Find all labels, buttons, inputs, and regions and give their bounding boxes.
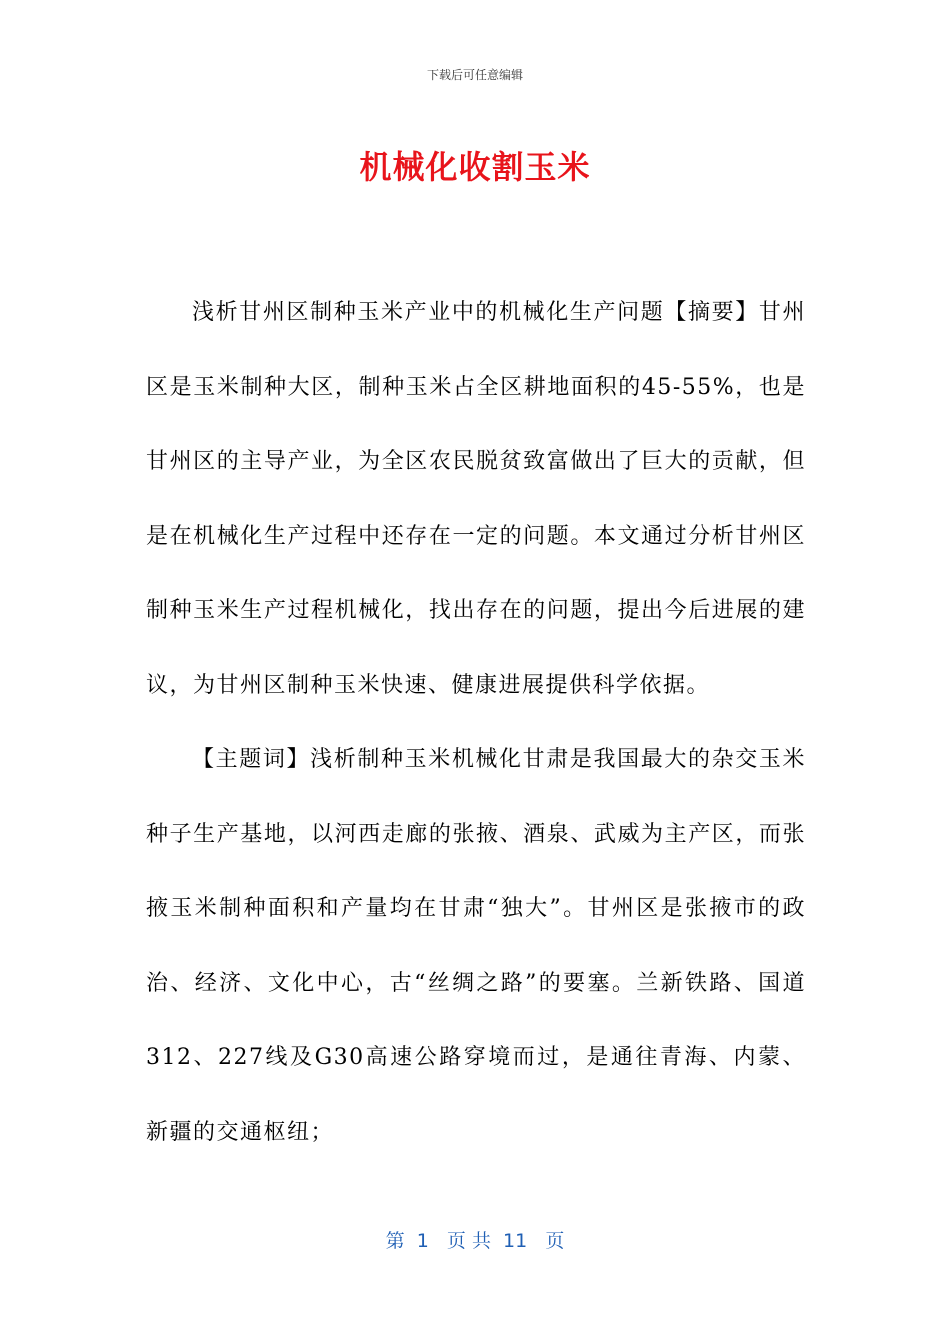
paragraph-keywords: 【主题词】浅析制种玉米机械化甘肃是我国最大的杂交玉米种子生产基地，以河西走廊的张掖、酒泉、武威为主产区，而张掖玉米制种面积和产量均在甘肃“独大”。甘州区是张掖市的政治、经济、文化中心，古“丝绸之路”的要塞。兰新铁路、国道312、227线及G30高速公路穿境而过，是通往青海、内蒙、新疆的交通枢纽； xyxy=(146,747,806,1145)
page-footer: 第 1 页 共 11 页 xyxy=(385,1230,565,1252)
paragraph-abstract: 浅析甘州区制种玉米产业中的机械化生产问题【摘要】甘州区是玉米制种大区，制种玉米占全区耕地面积的45-55%，也是甘州区的主导产业，为全区农民脱贫致富做出了巨大的贡献，但是在机械化生产过程中还存在一定的问题。本文通过分析甘州区制种玉米生产过程机械化，找出存在的问题，提出今后进展的建议，为甘州区制种玉米快速、健康进展提供科学依据。 xyxy=(146,300,806,698)
document-body xyxy=(146,276,806,1170)
document-title: 机械化收割玉米 xyxy=(359,148,591,186)
header-note: 下载后可任意编辑 xyxy=(426,68,523,82)
